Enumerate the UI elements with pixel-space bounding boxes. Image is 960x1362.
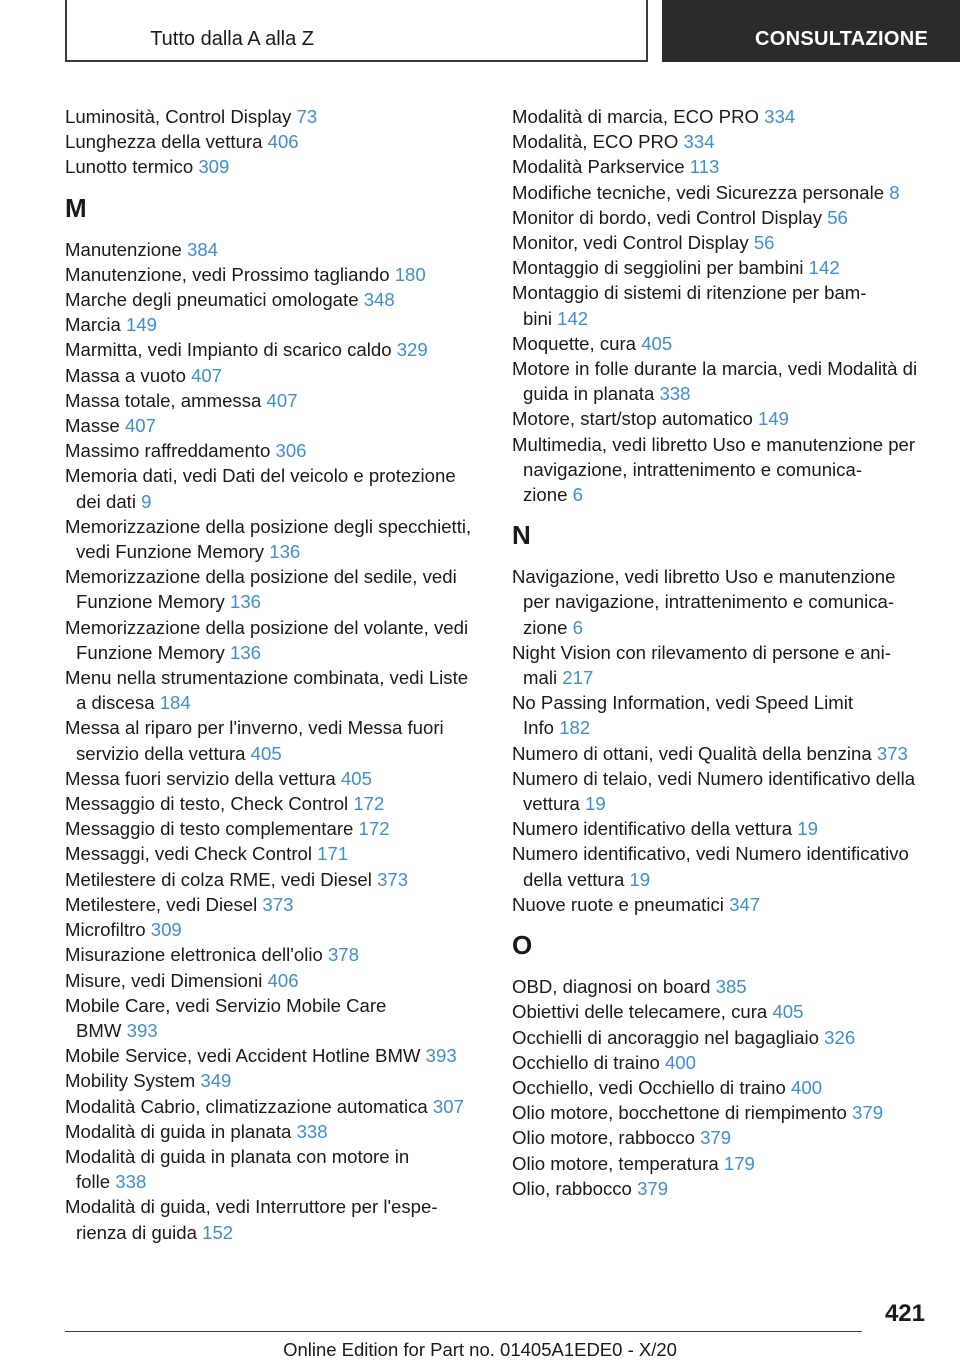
page-link[interactable]: 334 <box>683 131 715 153</box>
page-link[interactable]: 6 <box>572 616 583 638</box>
index-entry <box>65 363 485 388</box>
page-link[interactable]: 152 <box>202 1221 234 1243</box>
entry-text: Massa a vuoto <box>65 364 192 386</box>
page-number: 421 <box>884 1300 925 1327</box>
entry-text: Messa fuori servizio della vettura <box>65 767 341 789</box>
index-entry <box>65 312 485 337</box>
index-entry <box>65 1043 485 1068</box>
index-entry <box>512 129 932 154</box>
page-link[interactable]: 393 <box>126 1019 158 1041</box>
page-link[interactable]: 184 <box>159 692 191 714</box>
index-entry <box>65 463 485 513</box>
page-link[interactable]: 19 <box>797 818 818 840</box>
page-link[interactable]: 405 <box>250 742 282 764</box>
entry-text: Messaggi, vedi Check Control <box>65 843 318 865</box>
entry-text: Montaggio di seggiolini per bambini <box>512 257 809 279</box>
entry-text: Manutenzione <box>65 238 187 260</box>
entry-text: Olio motore, temperatura <box>512 1152 724 1174</box>
entry-text: Mobile Care, vedi Servizio Mobile Care BMW <box>65 994 387 1041</box>
footer <box>0 1339 960 1361</box>
entry-text: Numero identificativo, vedi Numero identificativo della vettura <box>512 843 909 890</box>
entry-text: Mobile Service, vedi Accident Hotline BMW <box>65 1045 426 1067</box>
entry-text: Lunghezza della vettura <box>65 131 268 153</box>
index-entry <box>65 665 485 715</box>
entry-text: Modalità di guida in planata con motore in folle <box>65 1145 410 1193</box>
page-link[interactable]: 149 <box>757 408 789 430</box>
index-entry <box>512 999 932 1024</box>
entry-text: Manutenzione, vedi Prossimo tagliando <box>65 263 395 285</box>
entry-text: Monitor, vedi Control Display <box>512 232 754 254</box>
index-entry <box>65 816 485 841</box>
index-entry <box>65 766 485 791</box>
entry-text: No Passing Information, vedi Speed Limit Info <box>512 692 854 739</box>
page-link[interactable]: 171 <box>317 843 349 865</box>
index-entry <box>512 432 932 508</box>
page-link[interactable]: 338 <box>115 1171 147 1193</box>
index-entry <box>512 205 932 230</box>
page-link[interactable]: 307 <box>432 1095 464 1117</box>
index-entry <box>65 287 485 312</box>
page-link[interactable]: 19 <box>629 868 651 890</box>
entry-text: Marche degli pneumatici omologate <box>65 289 364 311</box>
page-link[interactable]: 385 <box>715 976 747 998</box>
index-entry <box>512 331 932 356</box>
index-entry <box>65 129 485 154</box>
page-link[interactable]: 172 <box>358 818 390 840</box>
entry-text: Memorizzazione della posizione del volante, vedi Funzione Memory <box>65 616 469 663</box>
index-entry <box>65 841 485 866</box>
page-link[interactable]: 405 <box>340 767 372 789</box>
index-entry <box>512 766 932 816</box>
index-entry <box>65 1068 485 1093</box>
page-link[interactable]: 142 <box>808 257 840 279</box>
entry-text: Modalità, ECO PRO <box>512 131 684 153</box>
index-entry <box>512 1151 932 1176</box>
page-link[interactable]: 400 <box>791 1076 823 1098</box>
entry-text: Moquette, cura <box>512 332 642 354</box>
entry-text: OBD, diagnosi on board <box>512 976 716 998</box>
entry-text: Modalità di marcia, ECO PRO <box>512 106 765 127</box>
entry-text: Metilestere di colza RME, vedi Diesel <box>65 868 378 890</box>
index-entry <box>512 816 932 841</box>
header-frame <box>65 0 648 62</box>
footer-divider <box>65 1331 862 1332</box>
page-link[interactable]: 136 <box>269 541 301 563</box>
index-entry <box>512 564 932 640</box>
entry-text: Modalità Parkservice <box>512 156 690 178</box>
page-link[interactable]: 142 <box>557 307 589 329</box>
index-entry <box>65 154 485 179</box>
entry-text: Luminosità, Control Display <box>65 106 297 127</box>
entry-text: Masse <box>65 415 125 437</box>
index-entry <box>65 337 485 362</box>
page-link[interactable]: 172 <box>353 793 385 815</box>
page-link[interactable]: 406 <box>267 969 299 991</box>
index-entry <box>512 154 932 179</box>
index-column-right <box>512 104 932 1201</box>
page-link[interactable]: 400 <box>664 1051 696 1073</box>
page-link[interactable]: 379 <box>700 1127 732 1149</box>
entry-text: Menu nella strumentazione combinata, vedi Liste a discesa <box>65 667 469 714</box>
page-link[interactable]: 217 <box>562 667 594 689</box>
entry-text: Massimo raffreddamento <box>65 440 276 462</box>
entry-text: Metilestere, vedi Diesel <box>65 893 263 915</box>
entry-text: Modifiche tecniche, vedi Sicurezza personale <box>512 181 890 203</box>
page-link[interactable]: 405 <box>641 332 673 354</box>
entry-text: Montaggio di sistemi di ritenzione per bam- bini <box>512 282 867 329</box>
entry-text: Lunotto termico <box>65 156 199 178</box>
index-entry <box>512 974 932 999</box>
page-link[interactable]: 338 <box>296 1120 328 1142</box>
entry-text: Nuove ruote e pneumatici <box>512 893 730 915</box>
index-entry <box>65 917 485 942</box>
page-link[interactable]: 379 <box>637 1177 669 1199</box>
page-link[interactable]: 306 <box>275 440 307 462</box>
page-link[interactable]: 348 <box>363 289 395 311</box>
index-entry <box>65 1119 485 1144</box>
page-link[interactable]: 73 <box>296 106 318 127</box>
page-link[interactable]: 373 <box>377 868 409 890</box>
entry-text: Messaggio di testo, Check Control <box>65 793 354 815</box>
entry-text: Marmitta, vedi Impianto di scarico caldo <box>65 339 397 361</box>
index-entry <box>512 640 932 690</box>
entry-text: Massa totale, ammessa <box>65 389 267 411</box>
page-link[interactable]: 407 <box>191 364 223 386</box>
entry-text: Motore in folle durante la marcia, vedi Modalità di guida in planata <box>512 358 918 405</box>
page-link[interactable]: 56 <box>827 206 848 228</box>
index-entry <box>65 1094 485 1119</box>
entry-text: Motore, start/stop automatico <box>512 408 758 430</box>
entry-text: Occhiello di traino <box>512 1051 665 1073</box>
page-link[interactable]: 407 <box>124 415 156 437</box>
page-link[interactable]: 379 <box>852 1102 884 1124</box>
index-entry <box>512 1100 932 1125</box>
index-entry <box>65 104 485 129</box>
entry-text: Modalità di guida in planata <box>65 1120 297 1142</box>
index-entry <box>512 406 932 431</box>
index-entry <box>65 791 485 816</box>
page-link[interactable]: 113 <box>689 156 720 178</box>
page-link[interactable]: 405 <box>772 1001 804 1023</box>
page-link[interactable]: 149 <box>125 314 157 336</box>
entry-text: Night Vision con rilevamento di persone e ani- mali <box>512 641 891 689</box>
index-entry <box>65 715 485 765</box>
entry-text: Occhielli di ancoraggio nel bagagliaio <box>512 1026 825 1048</box>
index-entry <box>512 104 932 129</box>
index-entry <box>65 867 485 892</box>
entry-text: Monitor di bordo, vedi Control Display <box>512 206 828 228</box>
section-title: Tutto dalla A alla Z <box>150 28 314 50</box>
page-link[interactable]: 182 <box>559 717 591 739</box>
page-link[interactable]: 136 <box>229 591 262 613</box>
index-entry <box>65 1144 485 1194</box>
entry-text: Messa al riparo per l'inverno, vedi Messa fuori servizio della vettura <box>65 717 444 764</box>
page-link[interactable]: 180 <box>394 263 426 285</box>
entry-text: Misurazione elettronica dell'olio <box>65 944 328 966</box>
index-entry <box>65 892 485 917</box>
entry-text: Messaggio di testo complementare <box>65 818 359 840</box>
page-link[interactable]: 347 <box>729 893 761 915</box>
page-link[interactable]: 56 <box>753 232 775 254</box>
index-letter-heading: N <box>512 520 531 551</box>
index-entry <box>65 968 485 993</box>
index-entry <box>512 1125 932 1150</box>
page-link[interactable]: 8 <box>889 181 900 203</box>
page-link[interactable]: 329 <box>396 339 428 361</box>
index-entry <box>512 892 932 917</box>
index-entry <box>512 356 932 406</box>
page-link[interactable]: 136 <box>229 641 262 663</box>
index-entry <box>65 993 485 1043</box>
entry-text: Olio motore, bocchettone di riempimento <box>512 1102 853 1124</box>
page-link[interactable]: 309 <box>198 156 230 178</box>
index-entry <box>512 741 932 766</box>
entry-text: Marcia <box>65 314 126 336</box>
chapter-tab: CONSULTAZIONE <box>662 0 960 62</box>
page-link[interactable]: 309 <box>150 919 182 941</box>
index-entry <box>65 438 485 463</box>
index-entry <box>512 1176 932 1201</box>
page-link[interactable]: 373 <box>876 742 908 764</box>
page-link[interactable]: 384 <box>186 238 219 260</box>
entry-text: Misure, vedi Dimensioni <box>65 969 268 991</box>
index-entry <box>65 237 485 262</box>
index-letter-heading: O <box>512 930 533 961</box>
entry-text: Microfiltro <box>65 919 151 941</box>
entry-text: Occhiello, vedi Occhiello di traino <box>512 1076 792 1098</box>
index-letter-heading: M <box>65 192 87 223</box>
index-entry <box>512 180 932 205</box>
page-link[interactable]: 334 <box>764 106 796 127</box>
page-link[interactable]: 6 <box>572 484 583 506</box>
entry-text: Mobility System <box>65 1070 201 1092</box>
index-entry <box>65 262 485 287</box>
index-entry <box>65 388 485 413</box>
entry-text: Olio motore, rabbocco <box>512 1127 701 1149</box>
entry-text: Modalità di guida, vedi Interruttore per l'espe- rienza di guida <box>65 1196 438 1243</box>
page-link[interactable]: 19 <box>585 793 606 815</box>
entry-text: Numero identificativo della vettura <box>512 818 798 840</box>
entry-text: Numero di telaio, vedi Numero identificativo della vettura <box>512 767 916 815</box>
entry-text: Modalità Cabrio, climatizzazione automatica <box>65 1095 433 1117</box>
page-link[interactable]: 9 <box>141 490 152 512</box>
entry-text: Navigazione, vedi libretto Uso e manutenzione per navigazione, intrattenimento e comunica- zione <box>512 566 896 638</box>
index-entry <box>512 230 932 255</box>
index-entry <box>65 1194 485 1244</box>
page-link[interactable]: 179 <box>723 1152 755 1174</box>
page-link[interactable]: 406 <box>267 131 299 153</box>
index-entry <box>512 1075 932 1100</box>
index-column-left <box>65 104 485 1245</box>
page-link[interactable]: 393 <box>425 1045 457 1067</box>
index-entry <box>65 413 485 438</box>
index-entry <box>512 690 932 740</box>
index-entry <box>512 841 932 891</box>
page-link[interactable]: 338 <box>659 383 691 405</box>
index-entry <box>65 514 485 564</box>
entry-text: Numero di ottani, vedi Qualità della benzina <box>512 742 877 764</box>
page-link[interactable]: 326 <box>824 1026 856 1048</box>
page-link[interactable]: 373 <box>262 893 294 915</box>
entry-text: Obiettivi delle telecamere, cura <box>512 1001 773 1023</box>
index-entry <box>512 255 932 280</box>
entry-text: Memorizzazione della posizione degli specchietti, vedi Funzione Memory <box>65 515 472 563</box>
page-link[interactable]: 378 <box>327 944 359 966</box>
index-entry <box>65 942 485 967</box>
index-entry <box>512 1050 932 1075</box>
index-entry <box>512 280 932 330</box>
entry-text: Olio, rabbocco <box>512 1177 638 1199</box>
entry-text: Memorizzazione della posizione del sedile, vedi Funzione Memory <box>65 566 457 613</box>
index-entry <box>65 564 485 614</box>
page-link[interactable]: 349 <box>200 1070 232 1092</box>
footer-edition: Online Edition for Part no. 01405A1EDE0 - X/20 <box>283 1339 677 1360</box>
index-entry <box>512 1025 932 1050</box>
index-entry <box>65 615 485 665</box>
entry-text: Memoria dati, vedi Dati del veicolo e protezione dei dati <box>65 465 456 512</box>
page-link[interactable]: 407 <box>266 389 298 411</box>
entry-text: Multimedia, vedi libretto Uso e manutenzione per navigazione, intrattenimento e comunica- zione <box>512 433 916 506</box>
